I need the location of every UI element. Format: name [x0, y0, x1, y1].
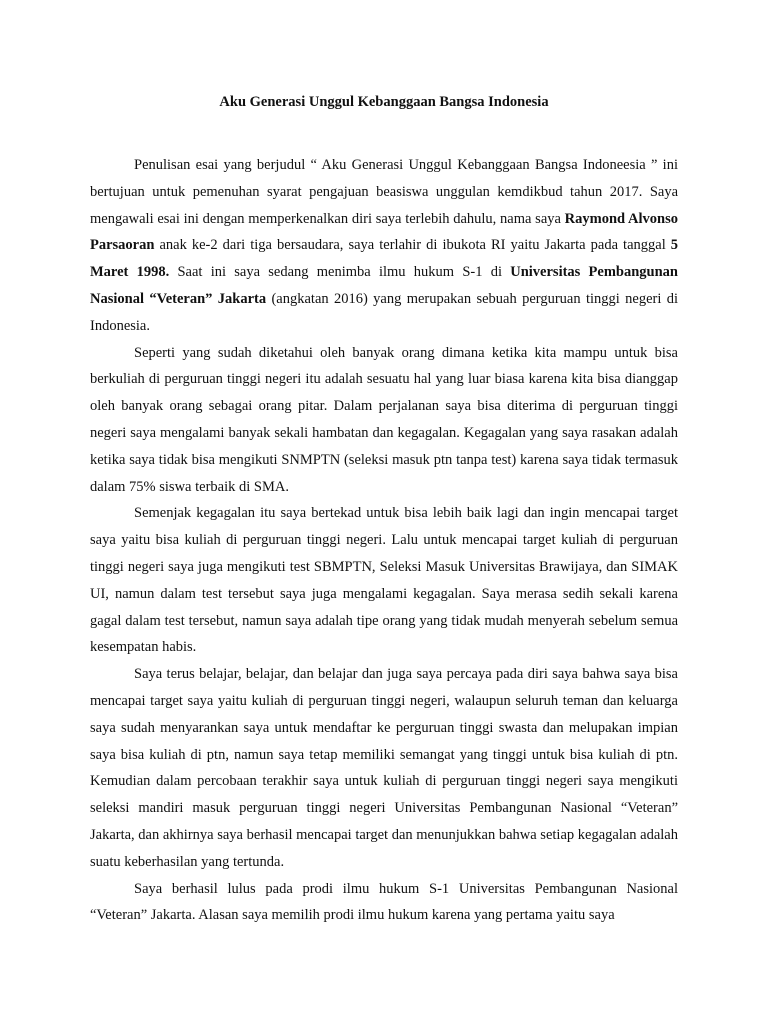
paragraph-text: Saya berhasil lulus pada prodi ilmu hukum S-1 Universitas Pembangunan Nasional “Veteran” Jakarta. Alasan saya memilih prodi ilmu hukum karena yang pertama yaitu saya — [90, 880, 678, 924]
document-title: Aku Generasi Unggul Kebanggaan Bangsa Indonesia — [219, 94, 549, 110]
author-name: Raymond Alvonso Parsaoran — [90, 210, 678, 254]
paragraph-intro — [90, 152, 678, 340]
paragraph-text: Saat ini saya sedang menimba ilmu hukum S-1 di — [169, 264, 511, 281]
paragraph-determination — [90, 500, 678, 661]
paragraph-text: Seperti yang sudah diketahui oleh banyak orang dimana ketika kita mampu untuk bisa berkuliah di perguruan tinggi negeri itu adalah sesuatu hal yang luar biasa karena kita bisa dianggap oleh banyak orang sebagai orang pitar. Dalam perjalanan saya bisa diterima di perguruan tinggi negeri saya mengalami banyak sekali hambatan dan kegagalan. Kegagalan yang saya rasakan adalah ketika saya tidak bisa mengikuti SNMPTN (seleksi masuk ptn tanpa test) karena saya tidak termasuk dalam 75% siswa terbaik di SMA. — [90, 344, 678, 495]
university-name: Universitas Pembangunan Nasional “Veteran” Jakarta — [90, 264, 678, 307]
birth-date: 5 Maret 1998. — [90, 237, 678, 281]
paragraph-text: Penulisan esai yang berjudul “ Aku Generasi Unggul Kebanggaan Bangsa Indoneesia ” ini bertujuan untuk pemenuhan syarat pengajuan beasiswa unggulan kemdikbud tahun 2017. Saya mengawali esai ini dengan memperkenalkan diri saya terlebih dahulu, nama saya — [90, 157, 678, 227]
paragraph-text: (angkatan 2016) yang merupakan sebuah perguruan tinggi negeri di Indonesia. — [90, 290, 678, 334]
paragraph-text: Saya terus belajar, belajar, dan belajar dan juga saya percaya pada diri saya bahwa saya bisa mencapai target saya yaitu kuliah di perguruan tinggi negeri, walaupun seluruh teman dan keluarga saya sudah menyarankan saya untuk mendaftar ke perguruan tinggi swasta dan melupakan impian saya bisa kuliah di ptn, namun saya tetap memiliki semangat yang tinggi untuk bisa kuliah di ptn. Kemudian dalam percobaan terakhir saya untuk kuliah di perguruan tinggi negeri saya mengikuti seleksi mandiri masuk perguruan tinggi negeri Universitas Pembangunan Nasional “Veteran” Jakarta, dan akhirnya saya berhasil mencapai target dan menunjukkan bahwa setiap kegagalan adalah suatu keberhasilan yang tertunda. — [90, 666, 678, 870]
paragraph-graduation — [90, 876, 678, 930]
paragraph-text: anak ke-2 dari tiga bersaudara, saya terlahir di ibukota RI yaitu Jakarta pada tanggal — [154, 237, 671, 254]
paragraph-perseverance — [90, 661, 678, 875]
paragraph-text: Semenjak kegagalan itu saya bertekad untuk bisa lebih baik lagi dan ingin mencapai target saya yaitu bisa kuliah di perguruan tinggi negeri. Lalu untuk mencapai target kuliah di perguruan tinggi negeri saya juga mengikuti test SBMPTN, Seleksi Masuk Universitas Brawijaya, dan SIMAK UI, namun dalam test tersebut saya juga mengalami kegagalan. Saya merasa sedih sekali karena gagal dalam test tersebut, namun saya adalah tipe orang yang tidak mudah menyerah sebelum semua kesempatan habis. — [90, 505, 678, 656]
paragraph-failure — [90, 340, 678, 501]
